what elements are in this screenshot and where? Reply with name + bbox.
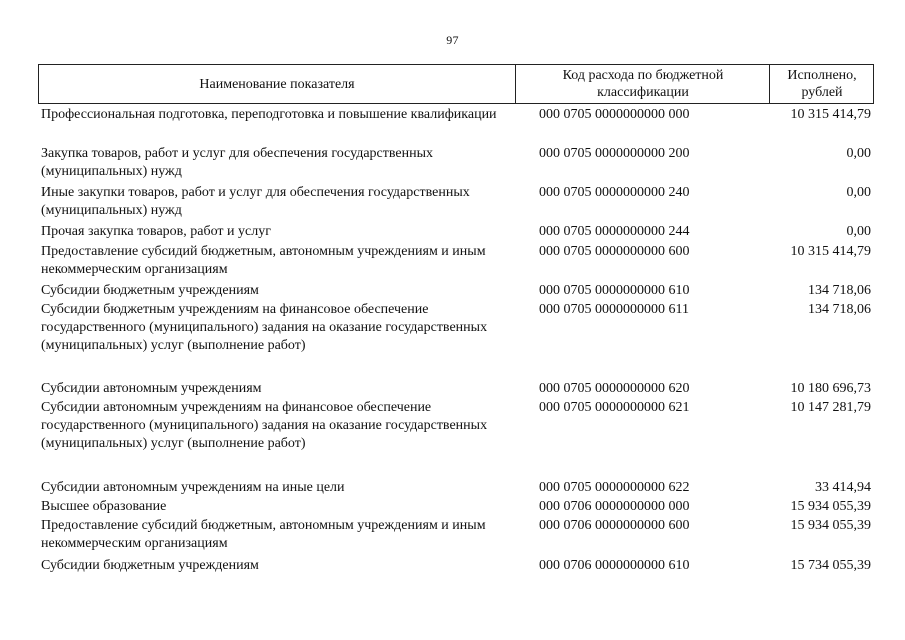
- row-amount: 15 734 055,39: [790, 558, 871, 573]
- row-name: Закупка товаров, работ и услуг для обеспечения государственных (муниципальных) нужд: [41, 146, 434, 179]
- row-name: Субсидии бюджетным учреждениям на финансовое обеспечение государственного (муниципального) задания на оказание государственных (муниципальных) услуг (выполнение работ): [41, 302, 488, 353]
- row-amount: 0,00: [846, 146, 871, 161]
- row-amount: 15 934 055,39: [790, 518, 871, 533]
- row-code: 000 0705 0000000000 240: [539, 185, 690, 200]
- row-code: 000 0705 0000000000 621: [539, 400, 690, 415]
- row-name: Предоставление субсидий бюджетным, автономным учреждениям и иным некоммерческим организациям: [41, 244, 486, 277]
- row-name: Иные закупки товаров, работ и услуг для обеспечения государственных (муниципальных) нужд: [41, 185, 470, 218]
- row-name: Профессиональная подготовка, переподготовка и повышение квалификации: [41, 107, 497, 122]
- row-code: 000 0705 0000000000 622: [539, 480, 690, 495]
- row-code: 000 0705 0000000000 200: [539, 146, 690, 161]
- row-code: 000 0705 0000000000 611: [539, 302, 689, 317]
- row-code: 000 0705 0000000000 620: [539, 381, 690, 396]
- row-code: 000 0705 0000000000 600: [539, 244, 690, 259]
- row-amount: 0,00: [846, 185, 871, 200]
- row-code: 000 0705 0000000000 244: [539, 224, 690, 239]
- row-amount: 10 180 696,73: [790, 381, 871, 396]
- row-amount: 15 934 055,39: [790, 499, 871, 514]
- row-name: Прочая закупка товаров, работ и услуг: [41, 224, 271, 239]
- row-code: 000 0705 0000000000 000: [539, 107, 690, 122]
- row-code: 000 0706 0000000000 600: [539, 518, 690, 533]
- row-name: Субсидии автономным учреждениям: [41, 381, 262, 396]
- row-code: 000 0706 0000000000 610: [539, 558, 690, 573]
- row-name: Субсидии автономным учреждениям на иные цели: [41, 480, 345, 495]
- row-name: Субсидии автономным учреждениям на финансовое обеспечение государственного (муниципального) задания на оказание государственных (муниципальных) услуг (выполнение работ): [41, 400, 488, 451]
- row-amount: 33 414,94: [815, 480, 871, 495]
- row-amount: 10 315 414,79: [790, 107, 871, 122]
- row-amount: 134 718,06: [808, 283, 871, 298]
- row-code: 000 0705 0000000000 610: [539, 283, 690, 298]
- row-code: 000 0706 0000000000 000: [539, 499, 690, 514]
- header-executed-amount-label: Исполнено, рублей: [787, 68, 857, 100]
- row-amount: 10 147 281,79: [790, 400, 871, 415]
- row-name: Субсидии бюджетным учреждениям: [41, 558, 259, 573]
- row-amount: 0,00: [846, 224, 871, 239]
- page-number: 97: [446, 33, 459, 47]
- row-name: Предоставление субсидий бюджетным, автономным учреждениям и иным некоммерческим организациям: [41, 518, 486, 551]
- header-indicator-name-label: Наименование показателя: [199, 76, 355, 92]
- header-budget-code-label: Код расхода по бюджетной классификации: [562, 68, 724, 100]
- row-amount: 134 718,06: [808, 302, 871, 317]
- row-name: Субсидии бюджетным учреждениям: [41, 283, 259, 298]
- row-name: Высшее образование: [41, 499, 167, 514]
- row-amount: 10 315 414,79: [790, 244, 871, 259]
